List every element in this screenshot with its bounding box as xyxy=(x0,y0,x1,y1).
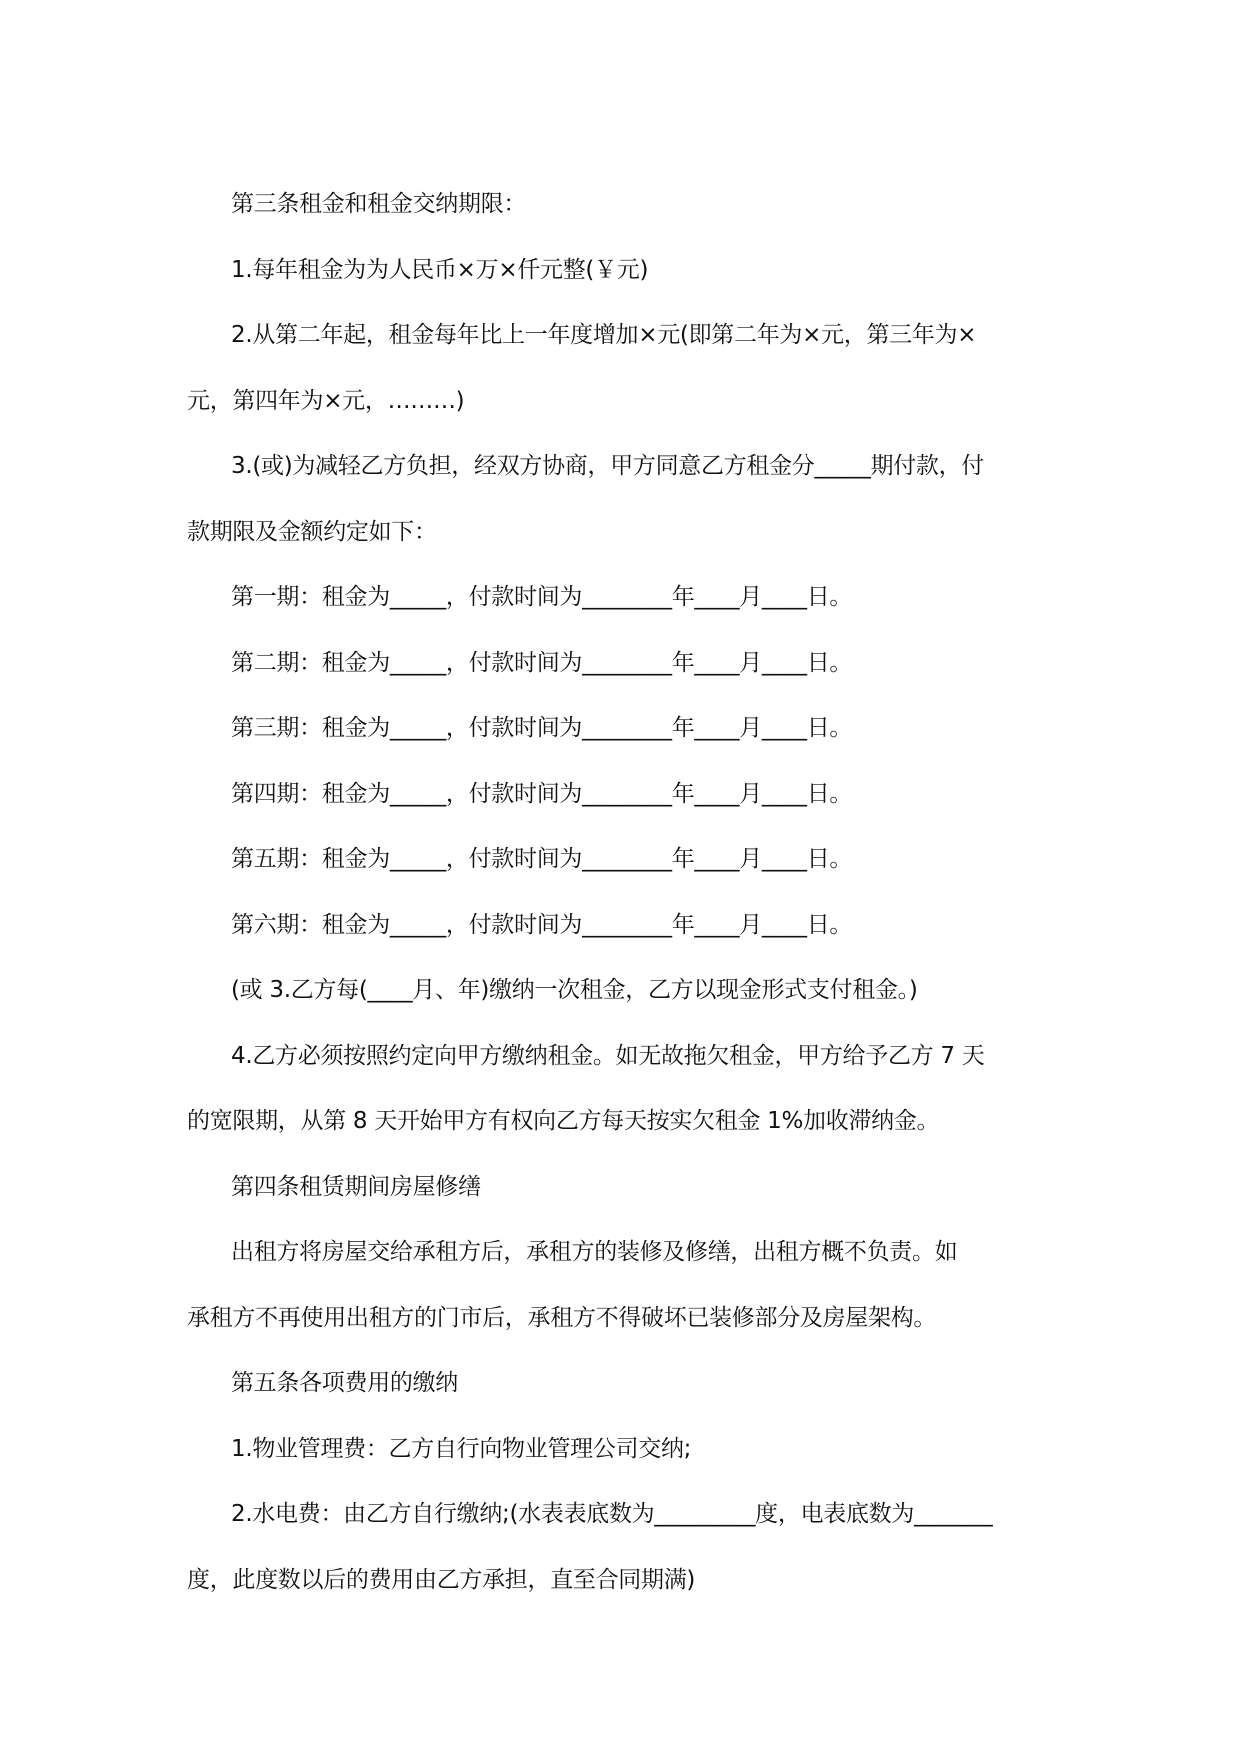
clause-5-1: 1.物业管理费：乙方自行向物业管理公司交纳; xyxy=(231,1435,692,1462)
clause-3-2-line-2: 元，第四年为×元，………) xyxy=(187,387,465,414)
clause-3-3-line-2: 款期限及金额约定如下： xyxy=(187,518,437,545)
clause-3-1: 1.每年租金为为人民币×万×仟元整(￥元) xyxy=(231,256,649,283)
article-4-heading: 第四条租赁期间房屋修缮 xyxy=(231,1173,481,1200)
article-5-heading: 第五条各项费用的缴纳 xyxy=(231,1370,459,1396)
document-body xyxy=(187,172,1057,1613)
installment-1: 第一期：租金为_____，付款时间为________年____月____日。 xyxy=(231,584,853,610)
article-4-body-line-1: 出租方将房屋交给承租方后，承租方的装修及修缮，出租方概不负责。如 xyxy=(231,1239,958,1265)
clause-5-2-line-1: 2.水电费：由乙方自行缴纳;(水表表底数为_________度，电表底数为_______ xyxy=(231,1501,993,1527)
clause-3-4-line-2: 的宽限期，从第 8 天开始甲方有权向乙方每天按实欠租金 1%加收滞纳金。 xyxy=(187,1108,940,1134)
clause-3-3-line-1: 3.(或)为减轻乙方负担，经双方协商，甲方同意乙方租金分_____期付款，付 xyxy=(231,453,984,479)
article-3-heading: 第三条租金和租金交纳期限： xyxy=(231,191,527,217)
installment-5: 第五期：租金为_____，付款时间为________年____月____日。 xyxy=(231,846,853,872)
clause-3-alt: (或 3.乙方每(____月、年)缴纳一次租金，乙方以现金形式支付租金。) xyxy=(231,977,918,1003)
installment-3: 第三期：租金为_____，付款时间为________年____月____日。 xyxy=(231,715,853,741)
installment-4: 第四期：租金为_____，付款时间为________年____月____日。 xyxy=(231,780,853,807)
clause-3-2-line-1: 2.从第二年起，租金每年比上一年度增加×元(即第二年为×元，第三年为× xyxy=(231,322,977,348)
clause-3-4-line-1: 4.乙方必须按照约定向甲方缴纳租金。如无故拖欠租金，甲方给予乙方 7 天 xyxy=(231,1042,985,1069)
installment-2: 第二期：租金为_____，付款时间为________年____月____日。 xyxy=(231,649,853,676)
installment-6: 第六期：租金为_____，付款时间为________年____月____日。 xyxy=(231,911,853,938)
article-4-body-line-2: 承租方不再使用出租方的门市后，承租方不得破坏已装修部分及房屋架构。 xyxy=(187,1304,937,1331)
clause-5-2-line-2: 度，此度数以后的费用由乙方承担，直至合同期满) xyxy=(187,1566,696,1593)
